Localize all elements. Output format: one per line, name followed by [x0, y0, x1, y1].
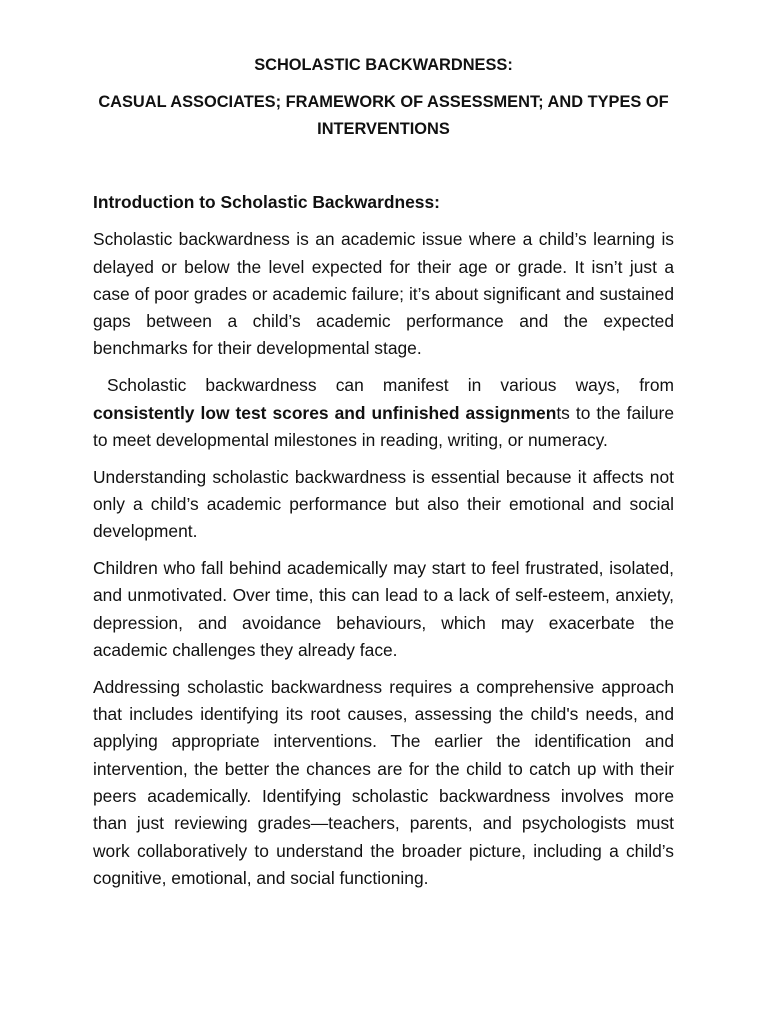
document-subtitle: CASUAL ASSOCIATES; FRAMEWORK OF ASSESSMENT; AND TYPES OF INTERVENTIONS [98, 93, 669, 138]
paragraph-effects: Children who fall behind academically may start to feel frustrated, isolated, and unmotivated. Over time, this can lead to a lack of self-esteem, anxiety, depression, and avoidance behaviours, which may exacerbate the academic challenges they already face. [93, 558, 674, 660]
document-title: SCHOLASTIC BACKWARDNESS: [254, 56, 513, 74]
paragraph-addressing: Addressing scholastic backwardness requires a comprehensive approach that includes identifying its root causes, assessing the child's needs, and applying appropriate interventions. The earlier the identification and intervention, the better the chances are for the child to catch up with their peers academically. Identifying scholastic backwardness involves more than just reviewing grades—teachers, parents, and psychologists must work collaboratively to understand the broader picture, including a child’s cognitive, emotional, and social functioning. [93, 676, 674, 888]
paragraph-manifestation [93, 372, 674, 454]
paragraph-manifestation-tail: ts to the failure to meet developmental milestones in reading, writing, or numeracy. [93, 402, 674, 450]
paragraph-manifestation-lead: Scholastic backwardness can manifest in various ways, from [107, 375, 674, 396]
paragraph-importance: Understanding scholastic backwardness is essential because it affects not only a child’s academic performance but also their emotional and social development. [93, 466, 674, 542]
paragraph-manifestation-bold: consistently low test scores and unfinished assignmen [93, 402, 557, 423]
document-page [93, 52, 674, 902]
section-heading: Introduction to Scholastic Backwardness: [93, 192, 440, 212]
paragraph-definition: Scholastic backwardness is an academic issue where a child’s learning is delayed or below the level expected for their age or grade. It isn’t just a case of poor grades or academic failure; it’s about significant and sustained gaps between a child’s academic performance and the expected benchmarks for their developmental stage. [93, 229, 674, 359]
